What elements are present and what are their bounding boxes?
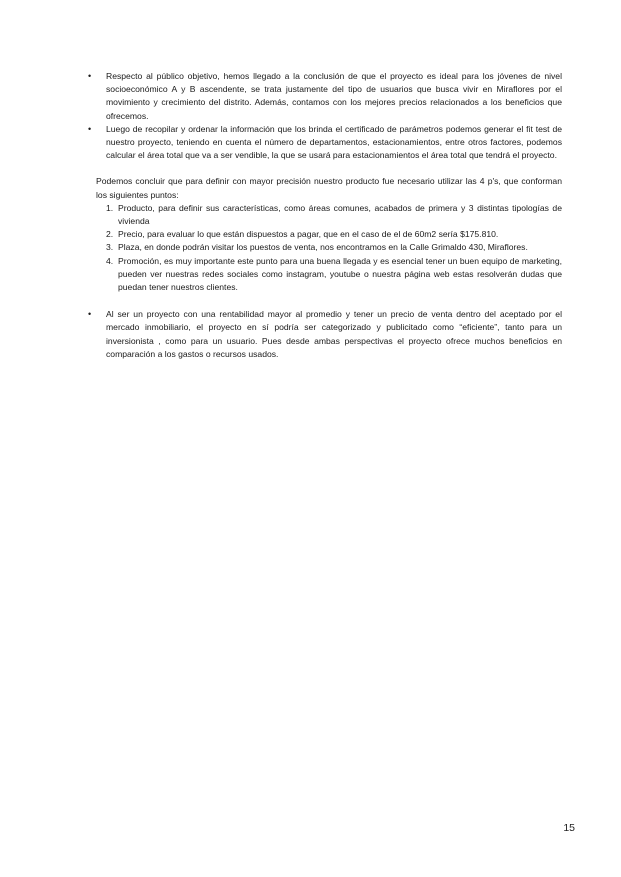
conclusion-intro: Podemos concluir que para definir con mayor precisión nuestro producto fue necesario utilizar las 4 p's, que conforman los siguientes puntos: [96, 176, 562, 200]
page-body [88, 70, 562, 361]
list-item [106, 241, 562, 254]
item-text: Promoción, es muy importante este punto para una buena llegada y es esencial tener un buen equipo de marketing, pueden ver nuestras redes sociales como instagram, youtube o nuestra página web estas resolverán dudas que puedan tener nuestros clientes. [118, 255, 562, 293]
item-text: Precio, para evaluar lo que están dispuestos a pagar, que en el caso de el de 60m2 sería $175.810. [118, 229, 499, 240]
bullet-item [88, 70, 562, 123]
bullet-symbol: • [88, 71, 92, 81]
page-number: 15 [563, 822, 575, 834]
item-number: 1. [106, 202, 114, 213]
bullet-text: Luego de recopilar y ordenar la información que los brinda el certificado de parámetros podemos generar el fit test de nuestro proyecto, teniendo en cuenta el número de departamentos, estacionamientos, entre otros factores, podemos calcular el área total que va a ser vendible, la que se usará para estacionamientos el área total que tendrá el proyecto. [106, 123, 562, 161]
list-item [106, 202, 562, 228]
item-number: 4. [106, 255, 114, 266]
bullet-item [88, 123, 562, 163]
bullet-symbol: • [88, 309, 92, 320]
list-item [106, 255, 562, 295]
bullet-text: Al ser un proyecto con una rentabilidad mayor al promedio y tener un precio de venta dentro del aceptado por el mercado inmobiliario, el proyecto en sí podría ser categorizado y publicitado como “eficiente”, tanto para un inversionista , como para un usuario. Pues desde ambas perspectivas el proyecto ofrece muchos beneficios en comparación a los gastos o recursos usados. [106, 309, 562, 359]
item-text: Producto, para definir sus características, como áreas comunes, acabados de primera y 3 distintas tipologías de vivienda [118, 202, 562, 227]
bullet-item [88, 308, 562, 361]
item-text: Plaza, en donde podrán visitar los puestos de venta, nos encontramos en la Calle Grimaldo 430, Miraflores. [118, 242, 528, 253]
list-item [106, 228, 562, 241]
four-ps-list [88, 202, 562, 294]
bullet-list-bottom [88, 308, 562, 361]
bullet-text: Respecto al público objetivo, hemos llegado a la conclusión de que el proyecto es ideal para los jóvenes de nivel socioeconómico A y B ascendente, se trata justamente del tipo de usuarios que busca vivir en Miraflores por el movimiento y crecimiento del distrito. Además, contamos con los mejores precios relacionados a los beneficios que ofrecemos. [106, 71, 562, 121]
bullet-symbol: • [88, 123, 92, 134]
item-number: 2. [106, 229, 114, 240]
bullet-list-top [88, 70, 562, 162]
item-number: 3. [106, 242, 114, 253]
